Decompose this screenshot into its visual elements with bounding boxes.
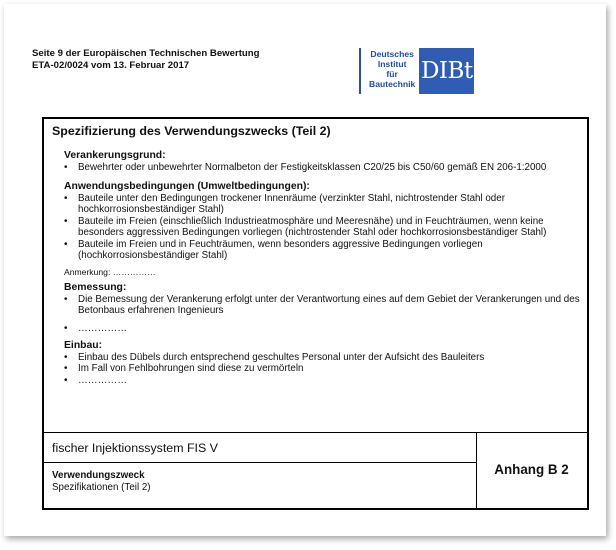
annex-label: Anhang B 2 — [494, 462, 569, 477]
list-item: • …………… — [64, 323, 584, 335]
header-eta-line: ETA-02/0024 vom 13. Februar 2017 — [32, 60, 190, 71]
list-item: • Die Bemessung der Verankerung erfolgt unter der Verantwortung eines auf dem Gebiet der Verankerungen und des Betonbaus erfahrenen Ingenieurs — [64, 294, 584, 317]
document-header — [32, 48, 259, 72]
note-text: Anmerkung: …………… — [64, 266, 156, 277]
purpose-block — [52, 470, 151, 494]
section-heading: Bemessung: — [64, 282, 127, 293]
purpose-subtitle: Spezifikationen (Teil 2) — [52, 482, 151, 493]
list-item: • Bauteile unter den Bedingungen trockener Innenräume (verzinkter Stahl, nichtrostender Stahl oder hochkorrosionsbeständiger Stahl) — [64, 193, 584, 216]
box-title: Spezifizierung des Verwendungszwecks (Teil 2) — [52, 124, 331, 138]
list-item: • …………… — [64, 375, 584, 387]
list-item: • Im Fall von Fehlbohrungen sind diese zu vermörteln — [64, 363, 584, 375]
section-conditions — [64, 181, 584, 278]
logo-line: für — [386, 69, 398, 79]
section-heading: Einbau: — [64, 340, 103, 351]
section-anchor-base — [64, 150, 584, 173]
list-item: • Bewehrter oder unbewehrter Normalbeton der Festigkeitsklassen C20/25 bis C50/60 gemäß EN 206-1:2000 — [64, 162, 584, 174]
footer-divider — [44, 432, 587, 433]
product-name: fischer Injektionssystem FIS V — [52, 441, 218, 455]
logo-divider — [359, 48, 361, 94]
box-content — [64, 150, 584, 386]
section-installation — [64, 340, 584, 386]
list-item: • Bauteile im Freien und in Feuchträumen, wenn besonders aggressive Bedingungen vorliegen (hochkorrosionsbeständiger Stahl) — [64, 239, 584, 262]
list-item: • Einbau des Dübels durch entsprechend geschultes Personal unter der Aufsicht des Bauleiters — [64, 352, 584, 364]
list-item: • Bauteile im Freien (einschließlich Industrieatmosphäre und Meeresnähe) und in Feuchträumen, wenn keine besonders aggressiven Bedingungen vorliegen (nichtrostender Stahl oder hochkorrosionsbeständiger Stahl) — [64, 216, 584, 239]
dibt-logo — [359, 48, 474, 94]
section-heading: Verankerungsgrund: — [64, 150, 166, 161]
product-divider — [44, 462, 476, 463]
logo-line: Deutsches — [370, 49, 414, 59]
logo-line: Institut — [377, 59, 407, 69]
section-heading: Anwendungsbedingungen (Umweltbedingungen): — [64, 181, 310, 192]
logo-line: Bautechnik — [369, 79, 416, 89]
section-design — [64, 282, 584, 334]
specification-box — [42, 117, 589, 510]
header-page-line: Seite 9 der Europäischen Technischen Bewertung — [32, 48, 260, 59]
document-page — [4, 4, 606, 536]
logo-institute-name — [369, 48, 415, 94]
purpose-title: Verwendungszweck — [52, 470, 145, 481]
logo-mark: DIBt — [419, 48, 474, 94]
